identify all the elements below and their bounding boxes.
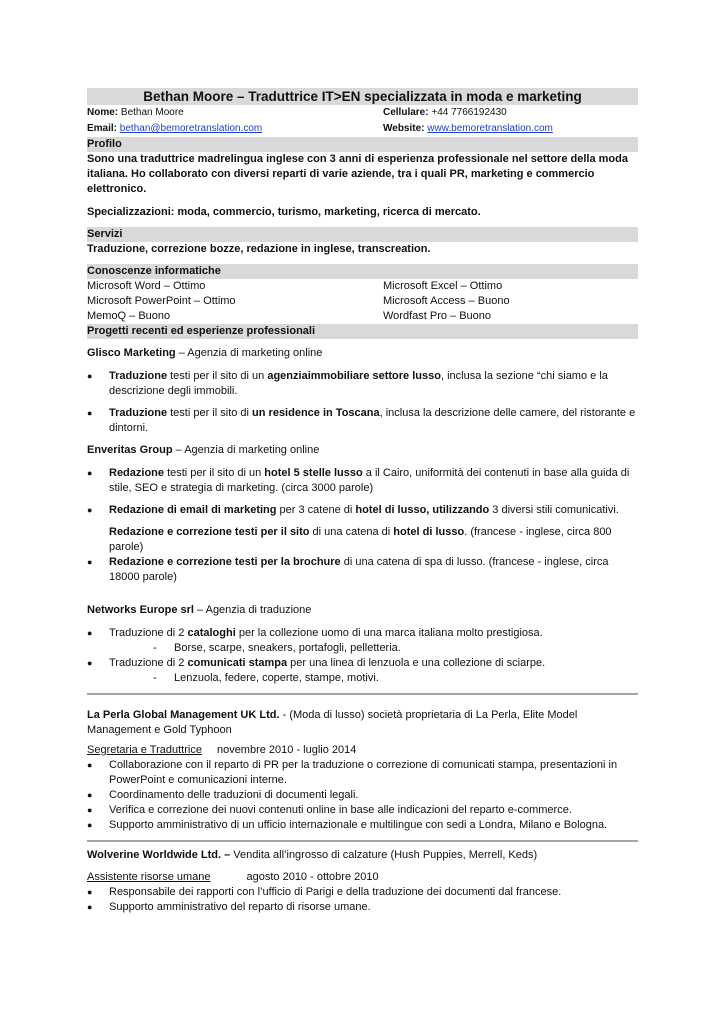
servizi-text: Traduzione, correzione bozze, redazione in inglese, transcreation.	[87, 243, 431, 255]
specializzazioni-text: Specializzazioni: moda, commercio, turismo, marketing, ricerca di mercato.	[87, 206, 481, 218]
section-servizi-heading: Servizi	[87, 227, 638, 242]
list-item: ● Redazione testi per il sito di un hotel 5 stelle lusso a il Cairo, uniformità dei contenuti in base alla guida di stile, SEO e strategia di marketing. (circa 3000 parole)	[87, 466, 638, 496]
section-conoscenze-heading: Conoscenze informatiche	[87, 264, 638, 279]
cv-title: Bethan Moore – Traduttrice IT>EN specializzata in moda e marketing	[87, 88, 638, 105]
phone-value: +44 7766192430	[431, 107, 507, 118]
skill-item: Microsoft Word – Ottimo	[87, 280, 206, 292]
role-dates: novembre 2010 - luglio 2014	[216, 744, 357, 756]
skill-item: Wordfast Pro – Buono	[383, 310, 492, 322]
role-title: Segretaria e Traduttrice	[87, 744, 202, 756]
list-item: ● Responsabile dei rapporti con l’ufficio di Parigi e della traduzione dei documenti dal francese.	[87, 885, 638, 900]
role-dates: agosto 2010 - ottobre 2010	[246, 871, 379, 883]
company-laperla: La Perla Global Management UK Ltd. - (Moda di lusso) società proprietaria di La Perla, Elite Model Management e Gold Typhoon	[87, 709, 578, 736]
divider	[87, 693, 638, 695]
software-skills	[87, 279, 638, 324]
list-item: ● Traduzione testi per il sito di un residence in Toscana, inclusa la descrizione delle camere, del ristorante e dintorni.	[87, 406, 638, 436]
list-item: - Lenzuola, federe, coperte, stampe, motivi.	[87, 671, 638, 686]
company-networks: Networks Europe srl – Agenzia di traduzione	[87, 604, 312, 616]
company-enveritas: Enveritas Group – Agenzia di marketing online	[87, 444, 320, 456]
list-item: ● Collaborazione con il reparto di PR per la traduzione o correzione di comunicati stampa, presentazioni in PowerPoint e comunicazioni interne.	[87, 758, 638, 788]
list-item: ● Traduzione testi per il sito di un agenziaimmobiliare settore lusso, inclusa la sezione “chi siamo e la descrizione degli immobili.	[87, 369, 638, 399]
company-glisco: Glisco Marketing – Agenzia di marketing online	[87, 347, 323, 359]
role-line	[87, 743, 638, 758]
company-wolverine: Wolverine Worldwide Ltd. – Vendita all’ingrosso di calzature (Hush Puppies, Merrell, Keds)	[87, 849, 538, 861]
list-item: ● Traduzione di 2 comunicati stampa per una linea di lenzuola e una collezione di sciarpe.	[87, 656, 638, 671]
skill-item: Microsoft Excel – Ottimo	[383, 280, 503, 292]
skill-item: Microsoft Access – Buono	[383, 295, 510, 307]
divider	[87, 840, 638, 842]
list-item: ● Supporto amministrativo del reparto di risorse umane.	[87, 900, 638, 915]
profilo-text: Sono una traduttrice madrelingua inglese con 3 anni di esperienza professionale nel settore della moda italiana. Ho collaborato con diversi reparti di varie aziende, tra i quali PR, marketing e commercio elettronico.	[87, 153, 628, 195]
section-profilo-heading: Profilo	[87, 137, 638, 152]
list-item: ● Verifica e correzione dei nuovi contenuti online in base alle indicazioni del reparto e-commerce.	[87, 803, 638, 818]
cv-document	[87, 88, 638, 915]
list-item: ● Supporto amministrativo di un ufficio internazionale e multilingue con sedi a Londra, Milano e Bologna.	[87, 818, 638, 833]
website-link[interactable]: www.bemoretranslation.com	[427, 123, 553, 134]
name-value: Bethan Moore	[120, 107, 184, 118]
list-item: ● Redazione di email di marketing per 3 catene di hotel di lusso, utilizzando 3 diversi stili comunicativi.	[87, 503, 638, 518]
name-label: Nome:	[87, 107, 119, 118]
email-label: Email:	[87, 123, 118, 134]
phone-label: Cellulare:	[383, 107, 429, 118]
role-line	[87, 870, 638, 885]
skill-item: MemoQ – Buono	[87, 310, 171, 322]
list-item: ● Traduzione di 2 cataloghi per la collezione uomo di una marca italiana molto prestigiosa.	[87, 626, 638, 641]
email-link[interactable]: bethan@bemoretranslation.com	[119, 123, 263, 134]
list-item: ● Coordinamento delle traduzioni di documenti legali.	[87, 788, 638, 803]
website-label: Website:	[383, 123, 425, 134]
list-item: Redazione e correzione testi per il sito di una catena di hotel di lusso. (francese - inglese, circa 800 parole)	[109, 526, 612, 553]
skill-item: Microsoft PowerPoint – Ottimo	[87, 295, 236, 307]
contact-row-1	[87, 105, 638, 121]
list-item: - Borse, scarpe, sneakers, portafogli, pelletteria.	[87, 641, 638, 656]
list-item: ● Redazione e correzione testi per la brochure di una catena di spa di lusso. (francese - inglese, circa 18000 parole)	[87, 555, 638, 585]
contact-row-2	[87, 121, 638, 137]
role-title: Assistente risorse umane	[87, 871, 211, 883]
section-progetti-heading: Progetti recenti ed esperienze professionali	[87, 324, 638, 339]
